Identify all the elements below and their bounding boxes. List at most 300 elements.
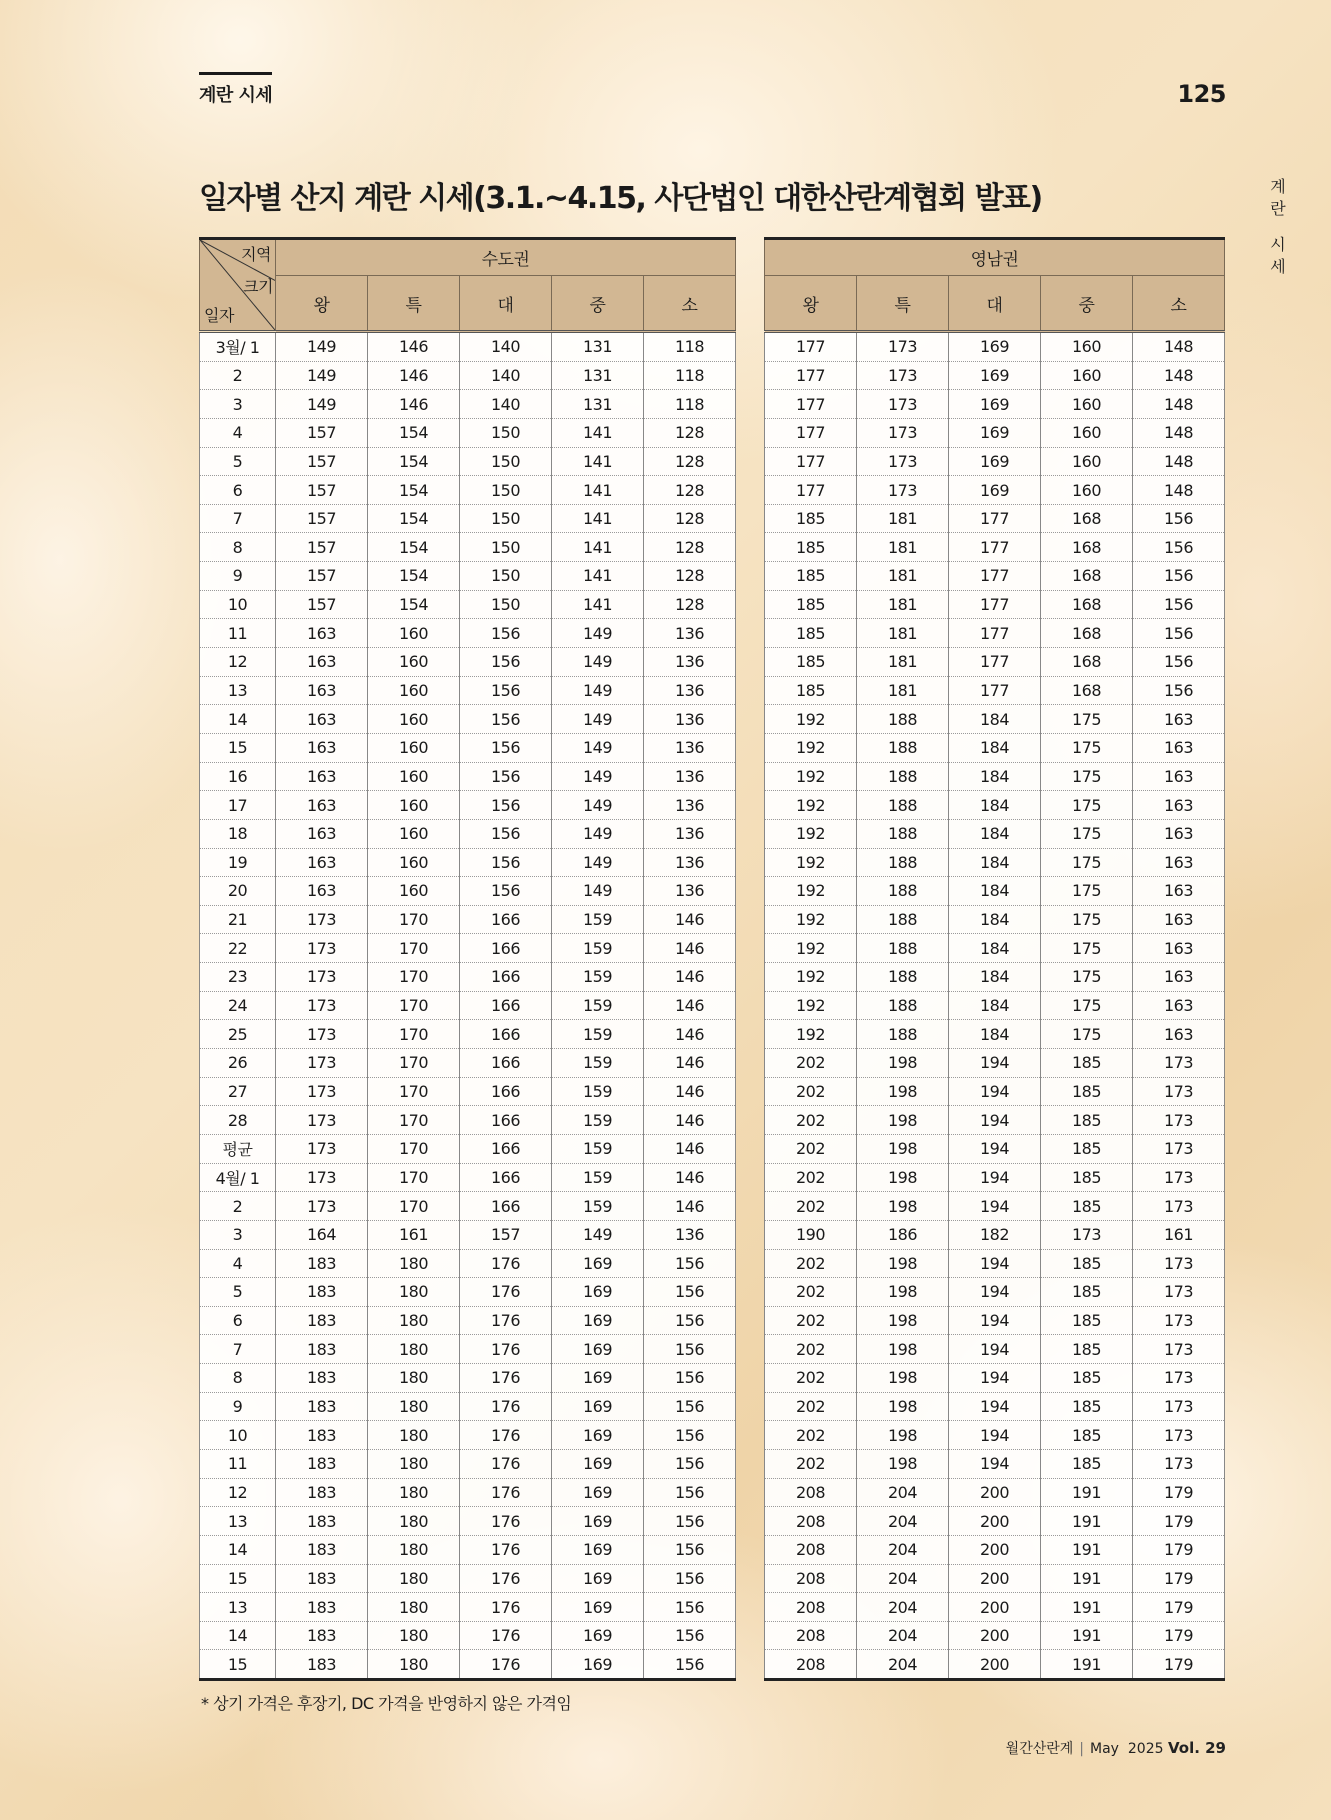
price-cell: 194	[949, 1249, 1041, 1278]
table-row	[200, 447, 736, 476]
price-cell: 166	[460, 905, 552, 934]
price-cell: 170	[368, 1049, 460, 1078]
price-cell: 173	[276, 1192, 368, 1221]
price-cell: 146	[368, 332, 460, 362]
table-row	[200, 791, 736, 820]
size-header-dae: 대	[460, 276, 552, 332]
price-cell: 188	[857, 963, 949, 992]
price-cell: 176	[460, 1478, 552, 1507]
price-cell: 177	[765, 447, 857, 476]
price-cell: 181	[857, 504, 949, 533]
price-cell: 173	[276, 963, 368, 992]
table-row	[200, 476, 736, 505]
date-cell: 14	[200, 1621, 276, 1650]
price-cell: 175	[1041, 934, 1133, 963]
price-cell: 163	[1133, 705, 1225, 734]
price-cell: 168	[1041, 533, 1133, 562]
date-cell: 4	[200, 1249, 276, 1278]
table-row	[200, 1134, 736, 1163]
table-row	[200, 963, 736, 992]
table-row	[765, 1192, 1225, 1221]
table-row	[200, 1392, 736, 1421]
magazine-name: 월간산란계	[1005, 1741, 1074, 1757]
price-cell: 163	[276, 877, 368, 906]
price-cell: 185	[1041, 1192, 1133, 1221]
price-cell: 198	[857, 1421, 949, 1450]
price-cell: 198	[857, 1306, 949, 1335]
price-cell: 204	[857, 1650, 949, 1680]
price-cell: 179	[1133, 1535, 1225, 1564]
price-cell: 191	[1041, 1621, 1133, 1650]
price-cell: 194	[949, 1192, 1041, 1221]
price-cell: 159	[552, 963, 644, 992]
price-cell: 163	[1133, 791, 1225, 820]
price-cell: 170	[368, 905, 460, 934]
price-cell: 192	[765, 905, 857, 934]
corner-region-label: 지역	[241, 245, 271, 264]
table-row	[200, 619, 736, 648]
price-cell: 149	[276, 332, 368, 362]
price-cell: 185	[1041, 1249, 1133, 1278]
price-cell: 154	[368, 476, 460, 505]
price-cell: 176	[460, 1392, 552, 1421]
date-cell: 17	[200, 791, 276, 820]
price-cell: 188	[857, 819, 949, 848]
price-cell: 173	[276, 905, 368, 934]
price-cell: 160	[368, 733, 460, 762]
price-cell: 169	[949, 361, 1041, 390]
price-cell: 156	[1133, 676, 1225, 705]
price-cell: 156	[460, 648, 552, 677]
price-cell: 157	[460, 1220, 552, 1249]
price-cell: 177	[949, 619, 1041, 648]
price-cell: 180	[368, 1421, 460, 1450]
price-cell: 175	[1041, 791, 1133, 820]
price-cell: 176	[460, 1535, 552, 1564]
price-cell: 180	[368, 1249, 460, 1278]
price-table-yeongnamgwon	[764, 237, 1225, 1681]
price-cell: 146	[644, 1163, 736, 1192]
table-row	[765, 648, 1225, 677]
issue-year: 2025	[1127, 1741, 1164, 1757]
price-cell: 183	[276, 1449, 368, 1478]
price-cell: 148	[1133, 361, 1225, 390]
price-cell: 159	[552, 1192, 644, 1221]
side-label-char: 란	[1270, 199, 1286, 218]
date-cell: 10	[200, 590, 276, 619]
price-cell: 173	[276, 1020, 368, 1049]
price-cell: 160	[1041, 390, 1133, 419]
price-cell: 156	[644, 1421, 736, 1450]
price-cell: 183	[276, 1535, 368, 1564]
price-cell: 160	[1041, 476, 1133, 505]
price-cell: 169	[552, 1478, 644, 1507]
price-cell: 140	[460, 332, 552, 362]
table-row	[765, 1535, 1225, 1564]
price-cell: 184	[949, 848, 1041, 877]
table-row	[765, 1278, 1225, 1307]
price-cell: 163	[1133, 1020, 1225, 1049]
price-cell: 169	[552, 1249, 644, 1278]
price-cell: 183	[276, 1650, 368, 1680]
price-cell: 166	[460, 1192, 552, 1221]
price-cell: 160	[368, 676, 460, 705]
price-cell: 176	[460, 1449, 552, 1478]
price-cell: 188	[857, 762, 949, 791]
price-cell: 200	[949, 1593, 1041, 1622]
price-cell: 173	[857, 361, 949, 390]
price-cell: 183	[276, 1249, 368, 1278]
price-cell: 159	[552, 1077, 644, 1106]
date-cell: 26	[200, 1049, 276, 1078]
price-cell: 160	[368, 877, 460, 906]
price-cell: 163	[1133, 934, 1225, 963]
date-cell: 11	[200, 1449, 276, 1478]
table-row	[765, 1134, 1225, 1163]
price-cell: 149	[552, 705, 644, 734]
price-cell: 183	[276, 1335, 368, 1364]
price-cell: 173	[857, 476, 949, 505]
price-cell: 157	[276, 562, 368, 591]
price-cell: 159	[552, 905, 644, 934]
price-cell: 188	[857, 791, 949, 820]
price-cell: 175	[1041, 819, 1133, 848]
price-cell: 185	[765, 648, 857, 677]
price-cell: 173	[1133, 1163, 1225, 1192]
price-cell: 157	[276, 533, 368, 562]
price-cell: 173	[276, 1077, 368, 1106]
date-cell: 5	[200, 447, 276, 476]
date-cell: 14	[200, 705, 276, 734]
table-row	[200, 590, 736, 619]
price-cell: 149	[552, 733, 644, 762]
price-cell: 146	[644, 905, 736, 934]
side-section-label	[1268, 176, 1288, 278]
price-cell: 181	[857, 590, 949, 619]
price-cell: 192	[765, 991, 857, 1020]
price-cell: 156	[644, 1306, 736, 1335]
price-cell: 204	[857, 1478, 949, 1507]
table-row	[200, 1478, 736, 1507]
table-row	[765, 447, 1225, 476]
price-cell: 202	[765, 1106, 857, 1135]
price-cell: 184	[949, 905, 1041, 934]
table-row	[765, 819, 1225, 848]
price-cell: 183	[276, 1478, 368, 1507]
price-cell: 185	[1041, 1306, 1133, 1335]
price-cell: 179	[1133, 1621, 1225, 1650]
price-cell: 163	[276, 619, 368, 648]
price-cell: 183	[276, 1564, 368, 1593]
table-row	[765, 1306, 1225, 1335]
price-cell: 161	[1133, 1220, 1225, 1249]
price-cell: 136	[644, 733, 736, 762]
price-cell: 160	[368, 848, 460, 877]
price-cell: 149	[552, 648, 644, 677]
table-row	[200, 533, 736, 562]
price-cell: 166	[460, 991, 552, 1020]
price-cell: 156	[644, 1249, 736, 1278]
price-cell: 168	[1041, 648, 1133, 677]
price-cell: 185	[765, 562, 857, 591]
date-cell: 6	[200, 1306, 276, 1335]
price-cell: 136	[644, 619, 736, 648]
price-cell: 156	[644, 1278, 736, 1307]
price-cell: 183	[276, 1507, 368, 1536]
table-row	[765, 963, 1225, 992]
price-cell: 168	[1041, 619, 1133, 648]
date-cell: 7	[200, 504, 276, 533]
price-cell: 200	[949, 1650, 1041, 1680]
price-cell: 185	[1041, 1049, 1133, 1078]
price-cell: 169	[552, 1507, 644, 1536]
price-cell: 188	[857, 877, 949, 906]
price-cell: 146	[644, 1106, 736, 1135]
price-cell: 185	[1041, 1335, 1133, 1364]
price-cell: 148	[1133, 390, 1225, 419]
price-cell: 194	[949, 1335, 1041, 1364]
price-cell: 136	[644, 676, 736, 705]
price-cell: 150	[460, 504, 552, 533]
price-cell: 169	[552, 1593, 644, 1622]
price-cell: 183	[276, 1392, 368, 1421]
price-cell: 118	[644, 390, 736, 419]
price-cell: 163	[1133, 733, 1225, 762]
price-cell: 192	[765, 848, 857, 877]
price-cell: 166	[460, 1077, 552, 1106]
price-cell: 192	[765, 762, 857, 791]
date-cell: 16	[200, 762, 276, 791]
date-cell: 3월/ 1	[200, 332, 276, 362]
price-cell: 202	[765, 1421, 857, 1450]
price-cell: 204	[857, 1593, 949, 1622]
price-cell: 163	[276, 648, 368, 677]
price-cell: 156	[460, 619, 552, 648]
price-cell: 160	[1041, 361, 1133, 390]
price-cell: 173	[1133, 1421, 1225, 1450]
price-cell: 128	[644, 562, 736, 591]
price-cell: 194	[949, 1106, 1041, 1135]
price-cell: 169	[552, 1564, 644, 1593]
price-cell: 136	[644, 1220, 736, 1249]
table-row	[200, 1421, 736, 1450]
price-cell: 163	[1133, 991, 1225, 1020]
price-cell: 160	[368, 619, 460, 648]
price-cell: 160	[368, 705, 460, 734]
price-cell: 204	[857, 1507, 949, 1536]
price-cell: 177	[765, 332, 857, 362]
table-row	[765, 991, 1225, 1020]
price-cell: 156	[644, 1335, 736, 1364]
table-row	[765, 533, 1225, 562]
table-row	[200, 390, 736, 419]
price-cell: 176	[460, 1421, 552, 1450]
price-cell: 185	[1041, 1449, 1133, 1478]
date-cell: 12	[200, 1478, 276, 1507]
price-cell: 208	[765, 1535, 857, 1564]
side-label-char: 시	[1270, 235, 1286, 254]
date-cell: 25	[200, 1020, 276, 1049]
table-row	[200, 361, 736, 390]
price-cell: 191	[1041, 1478, 1133, 1507]
price-cell: 156	[644, 1478, 736, 1507]
price-cell: 204	[857, 1535, 949, 1564]
price-cell: 169	[949, 390, 1041, 419]
price-cell: 173	[276, 991, 368, 1020]
table-row	[200, 1192, 736, 1221]
table-row	[765, 877, 1225, 906]
price-cell: 173	[857, 447, 949, 476]
price-cell: 150	[460, 533, 552, 562]
price-cell: 173	[276, 934, 368, 963]
price-cell: 170	[368, 1077, 460, 1106]
date-cell: 19	[200, 848, 276, 877]
price-cell: 156	[460, 676, 552, 705]
table-corner-header	[200, 239, 276, 332]
price-cell: 146	[368, 390, 460, 419]
table-row	[765, 934, 1225, 963]
price-cell: 157	[276, 418, 368, 447]
price-cell: 159	[552, 934, 644, 963]
size-header-wang: 왕	[765, 276, 857, 332]
price-cell: 175	[1041, 762, 1133, 791]
table-row	[765, 1364, 1225, 1393]
price-cell: 173	[1133, 1192, 1225, 1221]
price-cell: 180	[368, 1621, 460, 1650]
price-cell: 118	[644, 332, 736, 362]
price-cell: 149	[552, 762, 644, 791]
price-cell: 150	[460, 562, 552, 591]
price-cell: 136	[644, 648, 736, 677]
price-cell: 169	[552, 1621, 644, 1650]
table-row	[765, 619, 1225, 648]
price-cell: 166	[460, 1106, 552, 1135]
price-cell: 173	[1133, 1364, 1225, 1393]
price-cell: 154	[368, 447, 460, 476]
price-cell: 149	[552, 877, 644, 906]
price-cell: 173	[276, 1163, 368, 1192]
price-cell: 163	[276, 676, 368, 705]
price-cell: 177	[949, 533, 1041, 562]
price-cell: 156	[1133, 648, 1225, 677]
table-row	[765, 733, 1225, 762]
price-table-sudogwon	[199, 237, 736, 1681]
price-cell: 156	[1133, 533, 1225, 562]
price-cell: 170	[368, 934, 460, 963]
price-cell: 141	[552, 476, 644, 505]
price-cell: 179	[1133, 1593, 1225, 1622]
table-row	[765, 1335, 1225, 1364]
price-cell: 188	[857, 705, 949, 734]
price-cell: 180	[368, 1278, 460, 1307]
price-cell: 176	[460, 1593, 552, 1622]
price-cell: 198	[857, 1335, 949, 1364]
region-header-sudogwon: 수도권	[276, 239, 736, 276]
table-row	[200, 705, 736, 734]
price-cell: 170	[368, 963, 460, 992]
price-cell: 180	[368, 1593, 460, 1622]
price-cell: 154	[368, 418, 460, 447]
price-cell: 179	[1133, 1650, 1225, 1680]
price-cell: 185	[1041, 1163, 1133, 1192]
price-cell: 157	[276, 590, 368, 619]
price-cell: 177	[949, 590, 1041, 619]
table-row	[765, 476, 1225, 505]
price-cell: 202	[765, 1249, 857, 1278]
price-cell: 194	[949, 1421, 1041, 1450]
price-cell: 175	[1041, 733, 1133, 762]
date-cell: 4	[200, 418, 276, 447]
price-cell: 202	[765, 1134, 857, 1163]
table-row	[765, 1449, 1225, 1478]
price-cell: 200	[949, 1507, 1041, 1536]
table-row	[200, 418, 736, 447]
date-cell: 23	[200, 963, 276, 992]
price-cell: 131	[552, 361, 644, 390]
price-cell: 168	[1041, 504, 1133, 533]
price-cell: 173	[1133, 1249, 1225, 1278]
price-cell: 202	[765, 1364, 857, 1393]
price-cell: 156	[644, 1593, 736, 1622]
price-cell: 154	[368, 590, 460, 619]
price-cell: 173	[1133, 1134, 1225, 1163]
price-cell: 173	[857, 418, 949, 447]
page-number: 125	[1177, 80, 1226, 108]
table-row	[200, 1621, 736, 1650]
size-header-so: 소	[644, 276, 736, 332]
price-cell: 169	[552, 1392, 644, 1421]
price-cell: 188	[857, 934, 949, 963]
table-row	[765, 1421, 1225, 1450]
price-cell: 183	[276, 1364, 368, 1393]
price-cell: 198	[857, 1392, 949, 1421]
price-cell: 179	[1133, 1507, 1225, 1536]
price-cell: 183	[276, 1278, 368, 1307]
price-cell: 185	[1041, 1421, 1133, 1450]
page-footer: 월간산란계 | May 2025 Vol. 29	[1005, 1739, 1226, 1757]
price-cell: 177	[765, 390, 857, 419]
price-cell: 156	[644, 1507, 736, 1536]
price-cell: 191	[1041, 1593, 1133, 1622]
price-cell: 191	[1041, 1564, 1133, 1593]
price-cell: 159	[552, 1134, 644, 1163]
price-cell: 208	[765, 1507, 857, 1536]
price-cell: 194	[949, 1163, 1041, 1192]
region-header-yeongnamgwon: 영남권	[765, 239, 1225, 276]
price-cell: 146	[644, 1134, 736, 1163]
price-cell: 141	[552, 504, 644, 533]
size-header-jung: 중	[552, 276, 644, 332]
price-cell: 181	[857, 533, 949, 562]
date-cell: 7	[200, 1335, 276, 1364]
price-cell: 156	[1133, 562, 1225, 591]
price-cell: 160	[368, 791, 460, 820]
date-cell: 4월/ 1	[200, 1163, 276, 1192]
price-cell: 170	[368, 1106, 460, 1135]
price-cell: 191	[1041, 1650, 1133, 1680]
date-cell: 13	[200, 1593, 276, 1622]
price-cell: 169	[552, 1306, 644, 1335]
price-cell: 191	[1041, 1535, 1133, 1564]
price-cell: 185	[765, 533, 857, 562]
price-cell: 149	[552, 619, 644, 648]
issue-volume: Vol. 29	[1167, 1739, 1226, 1757]
date-cell: 12	[200, 648, 276, 677]
price-cell: 202	[765, 1306, 857, 1335]
price-cell: 156	[644, 1650, 736, 1680]
price-cell: 194	[949, 1306, 1041, 1335]
price-cell: 149	[276, 361, 368, 390]
